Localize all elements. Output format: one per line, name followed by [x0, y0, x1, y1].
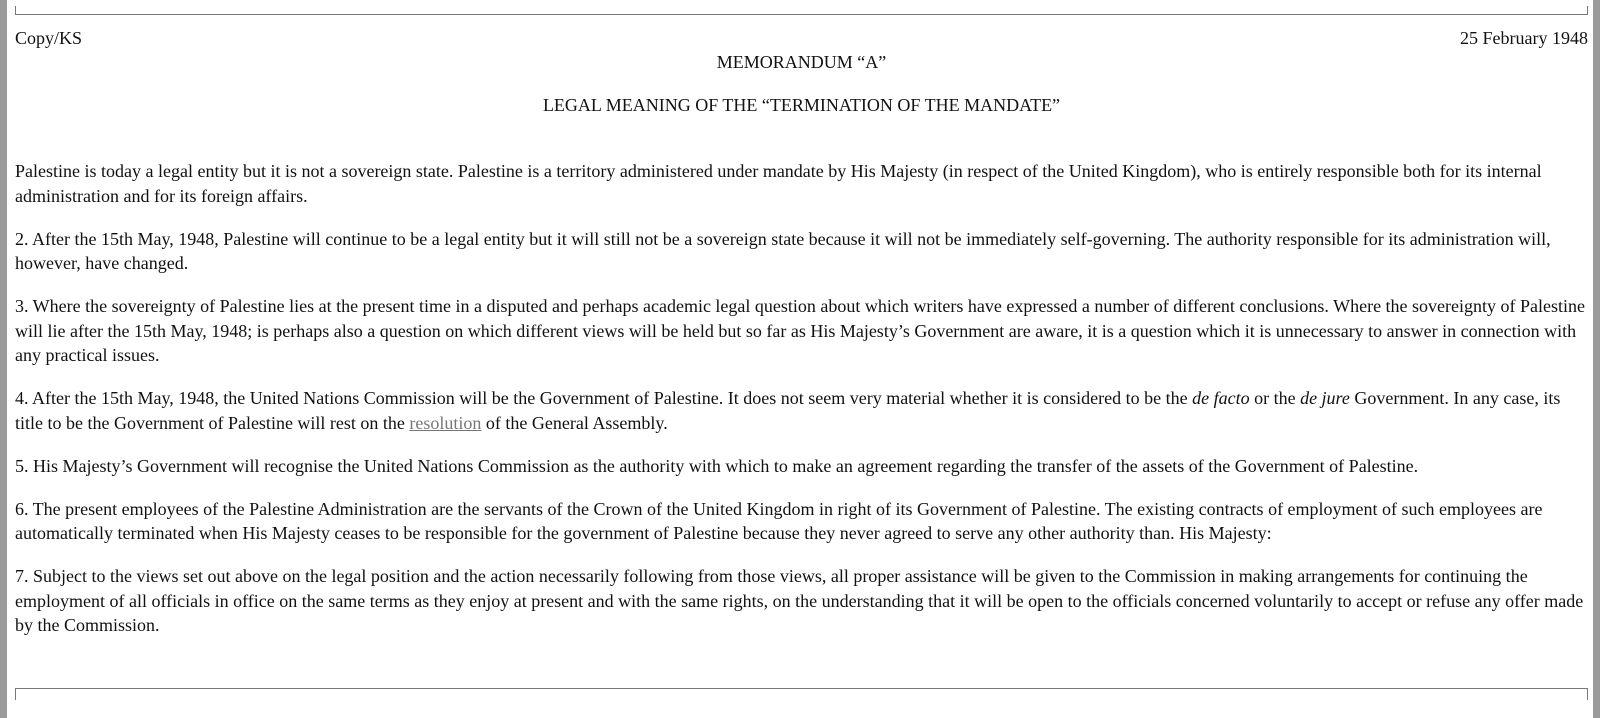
paragraph-4-text-after: Government. In any case, its title to be the Government of Palestine will rest on the: [15, 388, 1561, 433]
copy-reference: Copy/KS: [15, 28, 83, 48]
memo-body: [15, 159, 1588, 638]
resolution-link[interactable]: resolution: [409, 412, 482, 433]
paragraph-4: [15, 386, 1588, 435]
paragraph-5: 5. His Majesty’s Government will recognise the United Nations Commission as the authority with which to make an agreement regarding the transfer of the assets of the Government of Palestine.: [15, 455, 1419, 476]
paragraph-4-text-end: of the General Assembly.: [481, 412, 668, 433]
paragraph-1: Palestine is today a legal entity but it is not a sovereign state. Palestine is a territory administered under mandate by His Majesty (in respect of the United Kingdom), who is entirely responsible both for its internal administration and for its foreign affairs.: [15, 161, 1542, 206]
memorandum-document: [15, 26, 1588, 656]
window-frame-right: [1593, 0, 1600, 718]
window-frame-left: [0, 0, 7, 718]
document-date: 25 February 1948: [1460, 28, 1588, 48]
memo-title: MEMORANDUM “A”: [716, 52, 887, 72]
paragraph-3: 3. Where the sovereignty of Palestine lies at the present time in a disputed and perhaps academic legal question about which writers have expressed a number of different conclusions. Where the sovereignty of Palestine will lie after the 15th May, 1948; is perhaps also a question on which different views will be held but so far as His Majesty’s Government are aware, it is a question which it is unnecessary to answer in connection with any practical issues.: [15, 296, 1586, 365]
document-header: [15, 26, 1588, 50]
paragraph-4-text-before: 4. After the 15th May, 1948, the United Nations Commission will be the Government of Palestine. It does not seem very material whether it is considered to be the: [15, 388, 1193, 408]
bottom-page-rule: [15, 688, 1588, 700]
paragraph-2: 2. After the 15th May, 1948, Palestine will continue to be a legal entity but it will still not be a sovereign state because it will not be immediately self-governing. The authority responsible for its administration will, however, have changed.: [15, 228, 1551, 273]
top-page-rule: [15, 6, 1588, 15]
memo-subtitle: LEGAL MEANING OF THE “TERMINATION OF THE MANDATE”: [542, 95, 1061, 115]
paragraph-4-de-facto: de facto: [1192, 388, 1250, 408]
paragraph-7: 7. Subject to the views set out above on the legal position and the action necessarily following from those views, all proper assistance will be given to the Commission in making arrangements for continuing the employment of all officials in office on the same terms as they enjoy at present and with the same rights, on the understanding that it will be open to the officials concerned voluntarily to accept or refuse any offer made by the Commission.: [15, 566, 1584, 635]
paragraph-6: 6. The present employees of the Palestine Administration are the servants of the Crown of the United Kingdom in right of its Government of Palestine. The existing contracts of employment of such employees are automatically terminated when His Majesty ceases to be responsible for the government of Palestine because they never agreed to serve any other authority than. His Majesty:: [15, 498, 1543, 543]
paragraph-4-de-jure: de jure: [1300, 388, 1350, 408]
paragraph-4-text-mid: or the: [1249, 388, 1301, 408]
